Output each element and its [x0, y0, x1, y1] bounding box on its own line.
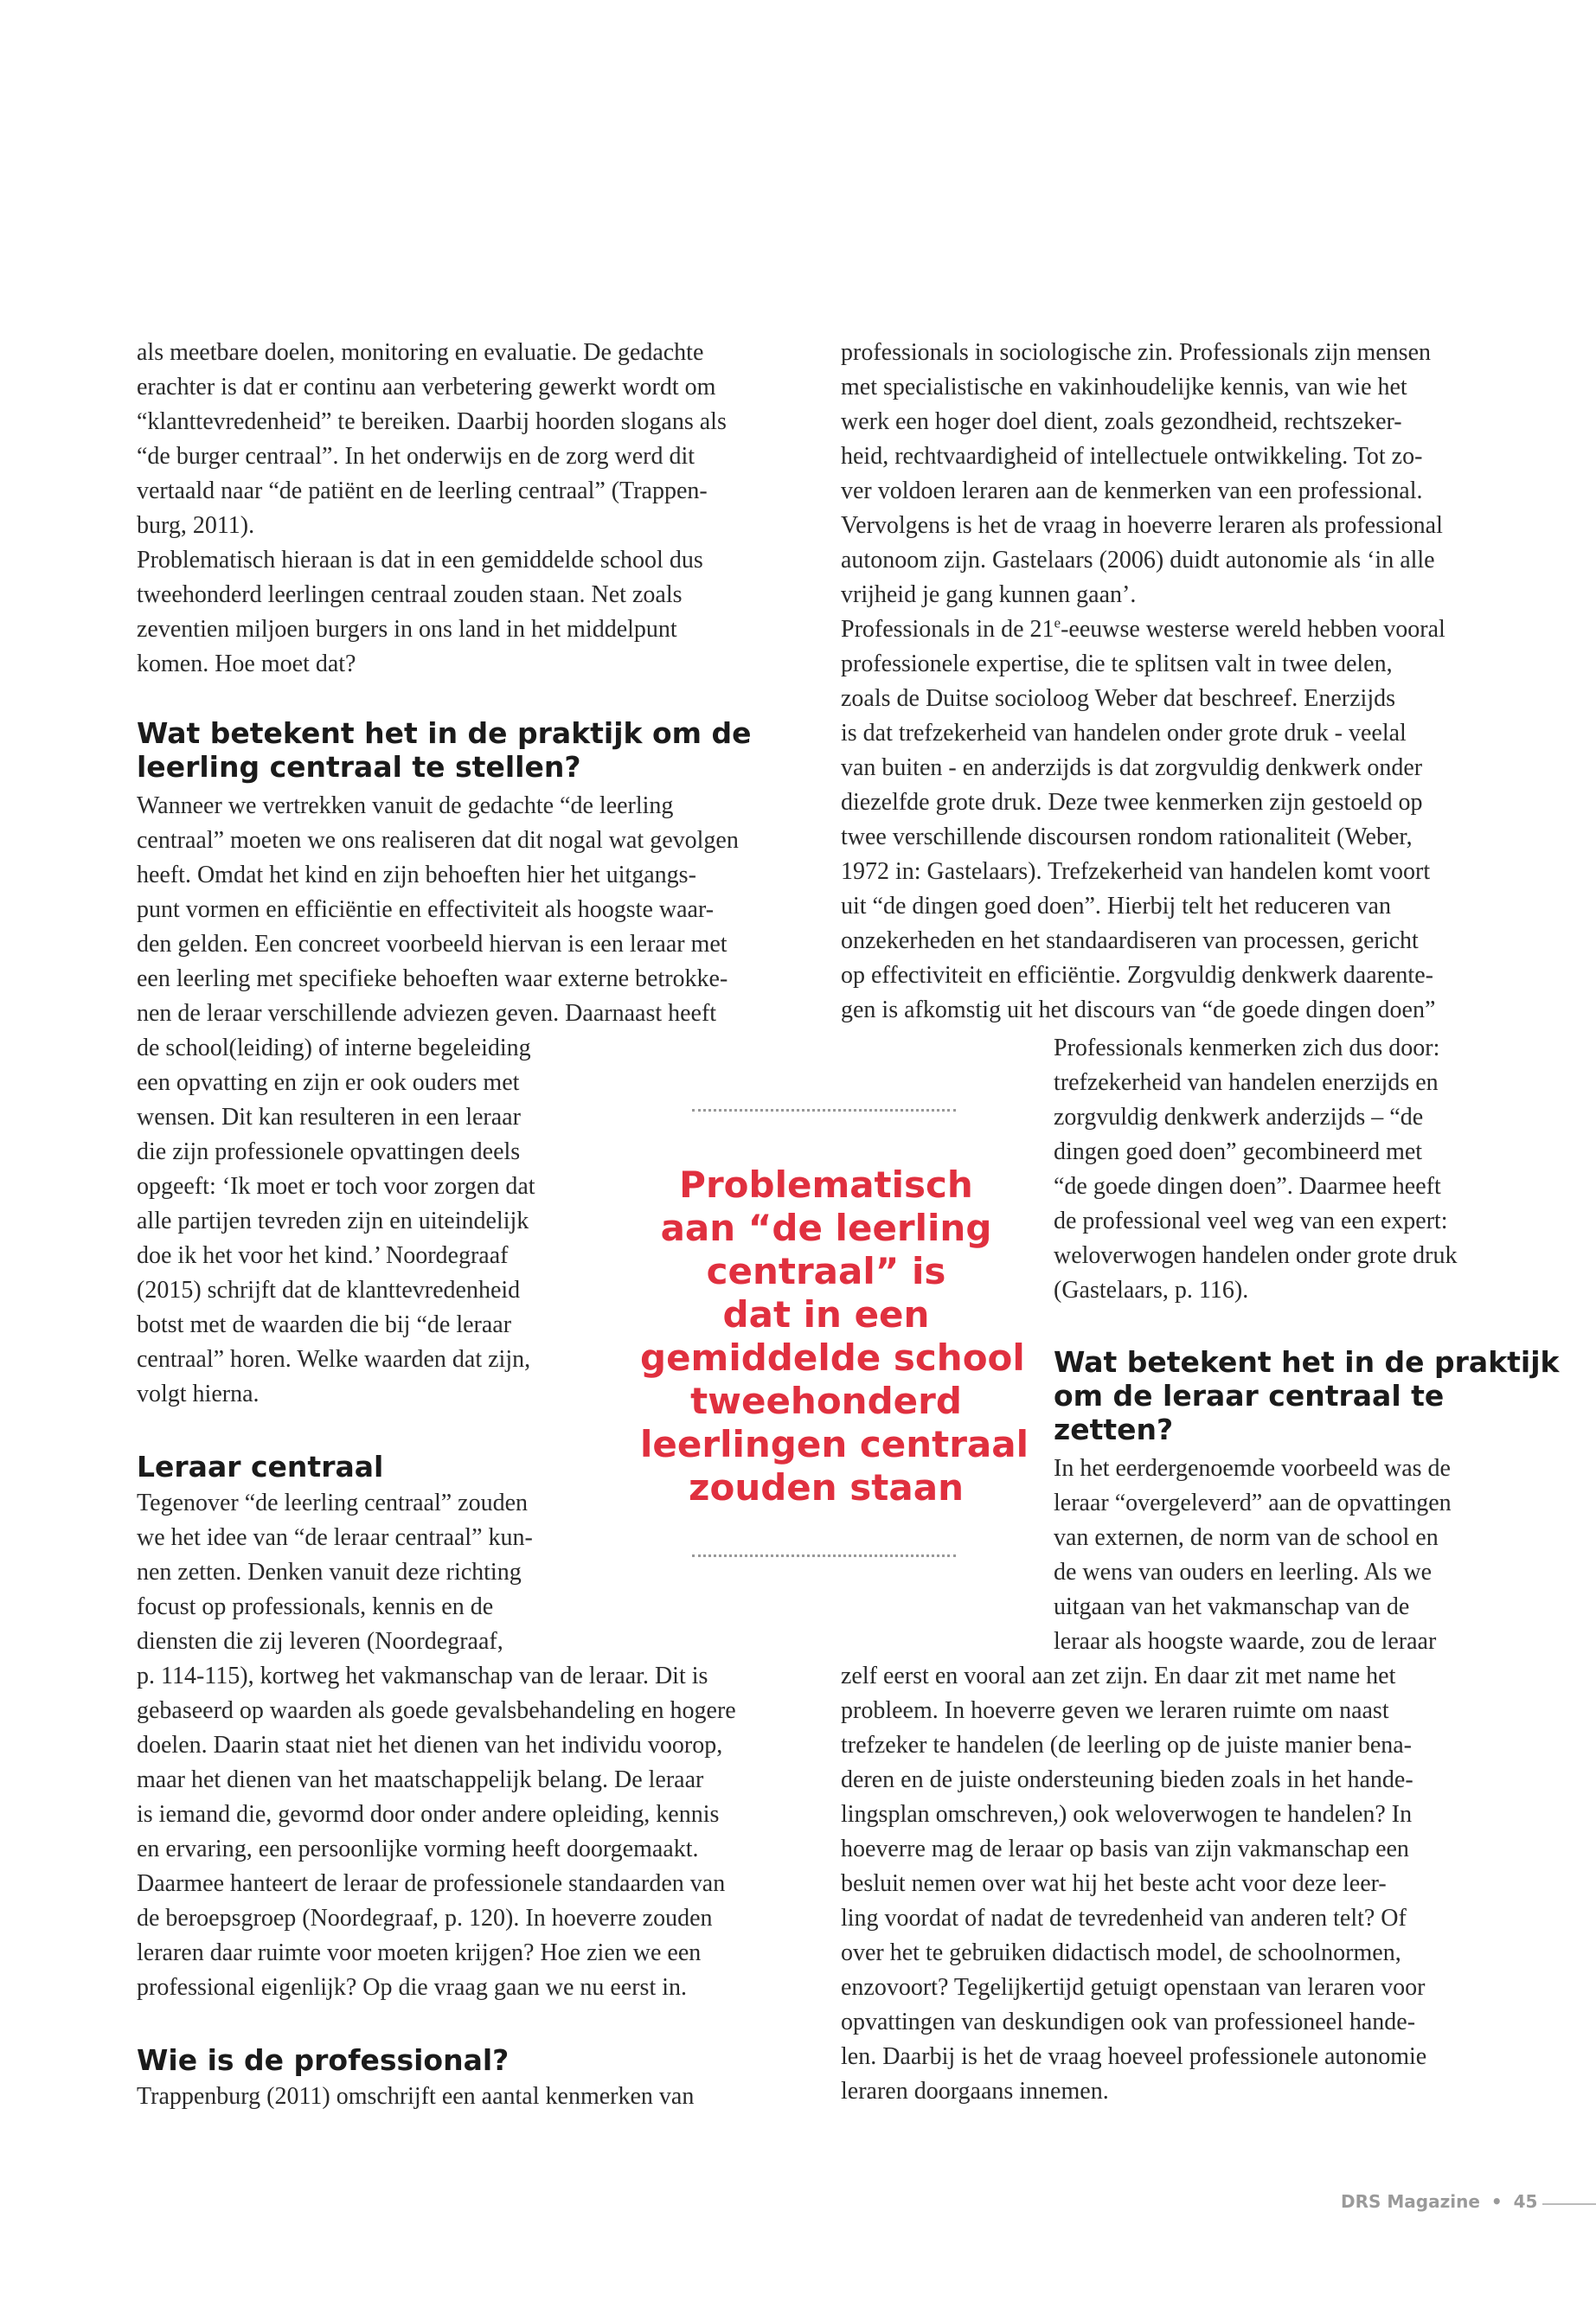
left-paragraph-trappenburg: Trappenburg (2011) omschrijft een aantal kenmerken van — [137, 2083, 695, 2110]
page-number: 45 — [1513, 2191, 1538, 2212]
pullquote-top-divider — [692, 1109, 956, 1112]
left-paragraph-problem: Problematisch hieraan is dat in een gemiddelde school dus tweehonderd leerlingen centraal zouden staan. Net zoals zeventien miljoen burgers in ons land in het middelpunt komen. Hoe moet dat? — [137, 547, 703, 677]
heading-leraar-centraal-praktijk: Wat betekent het in de praktijk om de leraar centraal te zetten? — [1054, 1345, 1560, 1446]
left-paragraph-intro: als meetbare doelen, monitoring en evaluatie. De gedachte erachter is dat er continu aan verbetering gewerkt wordt om “klanttevredenheid” te bereiken. Daarbij hoorden slogans als “de burger centraal”. In het onderwijs en de zorg werd dit vertaald naar “de patiënt en de leerling centraal” (Trappen- burg, 2011). — [137, 339, 727, 539]
superscript-e: e — [1054, 614, 1061, 631]
left-paragraph-leerling-centraal: Wanneer we vertrekken vanuit de gedachte “de leerling centraal” moeten we ons realiseren dat dit nogal wat gevolgen heeft. Omdat het kind en zijn behoeften hier het uitgangs- punt vormen en efficiëntie en effectiviteit als hoogste waar- den gelden. Een concreet voorbeeld hiervan is een leraar met een leerling met specifieke behoeften waar externe betrokke- nen de leraar verschillende adviezen geven. Daarnaast heeft — [137, 792, 739, 1027]
footer-rule — [1542, 2203, 1596, 2205]
century-text: Professionals in de 21 — [841, 616, 1054, 643]
heading-leraar-centraal: Leraar centraal — [137, 1450, 384, 1484]
right-paragraph-expertise: professionele expertise, die te splitsen valt in twee delen, zoals de Duitse socioloog Weber dat beschreef. Enerzijds is dat trefzekerheid van handelen onder grote druk - veelal van buiten - en anderzijds is dat zorgvuldig denkwerk onder diezelfde grote druk. Deze twee kenmerken zijn gestoeld op twee verschillende discoursen rondom rationaliteit (Weber, 1972 in: Gastelaars). Trefzekerheid van handelen komt voort uit “de dingen goed doen”. Hierbij telt het reduceren van onzekerheden en het standaardiseren van processen, gericht op effectiviteit en efficiëntie. Zorgvuldig denkwerk daarente- gen is afkomstig uit het discours van “de goede dingen doen” — [841, 651, 1436, 1023]
magazine-name: DRS Magazine — [1341, 2191, 1480, 2212]
right-paragraph-professionals: professionals in sociologische zin. Professionals zijn mensen met specialistische en vakinhoudelijke kennis, van wie het werk een hoger doel dient, zoals gezondheid, rechtszeker- heid, rechtvaardigheid of intellectuele ontwikkeling. Tot zo- ver voldoen leraren aan de kenmerken van een professional. Vervolgens is het de vraag in hoeverre leraren als professional autonoom zijn. Gastelaars (2006) duidt autonomie als ‘in alle vrijheid je gang kunnen gaan’. — [841, 339, 1443, 608]
pullquote-bottom-divider — [692, 1554, 956, 1557]
footer-bullet: • — [1490, 2191, 1503, 2212]
right-paragraph-voorbeeld: In het eerdergenoemde voorbeeld was de leraar “overgeleverd” aan de opvattingen van externen, de norm van de school en de wens van ouders en leerling. Als we uitgaan van het vakmanschap van de leraar als hoogste waarde, zou de leraar — [1054, 1455, 1452, 1655]
century-text-cont: -eeuwse westerse wereld hebben vooral — [1061, 616, 1445, 643]
left-paragraph-leerling-centraal-cont: de school(leiding) of interne begeleiding een opvatting en zijn er ook ouders met wensen. Dit kan resulteren in een leraar die zijn professionele opvattingen deels opgeeft: ‘Ik moet er toch voor zorgen dat alle partijen tevreden zijn en uiteindelijk doe ik het voor het kind.’ Noordegraaf (2015) schrijft dat de klanttevredenheid botst met de waarden die bij “de leraar centraal” horen. Welke waarden dat zijn, volgt hierna. — [137, 1035, 535, 1407]
heading-leerling-centraal: Wat betekent het in de praktijk om de leerling centraal te stellen? — [137, 716, 752, 784]
right-paragraph-kenmerken: Professionals kenmerken zich dus door: trefzekerheid van handelen enerzijds en zorgvuldig denkwerk anderzijds – “de dingen goed doen” gecombineerd met “de goede dingen doen”. Daarmee heeft de professional veel weg van een expert: weloverwogen handelen onder grote druk (Gastelaars, p. 116). — [1054, 1035, 1458, 1304]
pullquote: Problematisch aan “de leerling centraal” is dat in een gemiddelde school tweehonderd leerlingen centraal zouden staan — [640, 1163, 1029, 1509]
left-paragraph-leraar-centraal-cont: p. 114-115), kortweg het vakmanschap van de leraar. Dit is gebaseerd op waarden als goede gevalsbehandeling en hogere doelen. Daarin staat niet het dienen van het individu voorop, maar het dienen van het maatschappelijk belang. De leraar is iemand die, gevormd door onder andere opleiding, kennis en ervaring, een persoonlijke vorming heeft doorgemaakt. Daarmee hanteert de leraar de professionele standaarden van de beroepsgroep (Noordegraaf, p. 120). In hoeverre zouden leraren daar ruimte voor moeten krijgen? Hoe zien we een professional eigenlijk? Op die vraag gaan we nu eerst in. — [137, 1663, 736, 2001]
right-paragraph-probleem: zelf eerst en vooral aan zet zijn. En daar zit met name het probleem. In hoeverre geven we leraren ruimte om naast trefzeker te handelen (de leerling op de juiste manier bena- deren en de juiste ondersteuning bieden zoals in het hande- lingsplan omschreven,) ook weloverwogen te handelen? In hoeverre mag de leraar op basis van zijn vakmanschap een besluit nemen over wat hij het beste acht voor deze leer- ling voordat of nadat de tevredenheid van anderen telt? Of over het te gebruiken didactisch model, de schoolnormen, enzovoort? Tegelijkertijd getuigt openstaan van leraren voor opvattingen van deskundigen ook van professioneel hande- len. Daarbij is het de vraag hoeveel professionele autonomie leraren doorgaans innemen. — [841, 1663, 1427, 2105]
heading-wie-is-professional: Wie is de professional? — [137, 2043, 510, 2077]
page-footer — [1341, 2191, 1537, 2212]
left-paragraph-leraar-centraal: Tegenover “de leerling centraal” zouden we het idee van “de leraar centraal” kun- nen zetten. Denken vanuit deze richting focust op professionals, kennis en de diensten die zij leveren (Noordegraaf, — [137, 1490, 533, 1655]
right-paragraph-21e-eeuw — [841, 612, 1445, 647]
